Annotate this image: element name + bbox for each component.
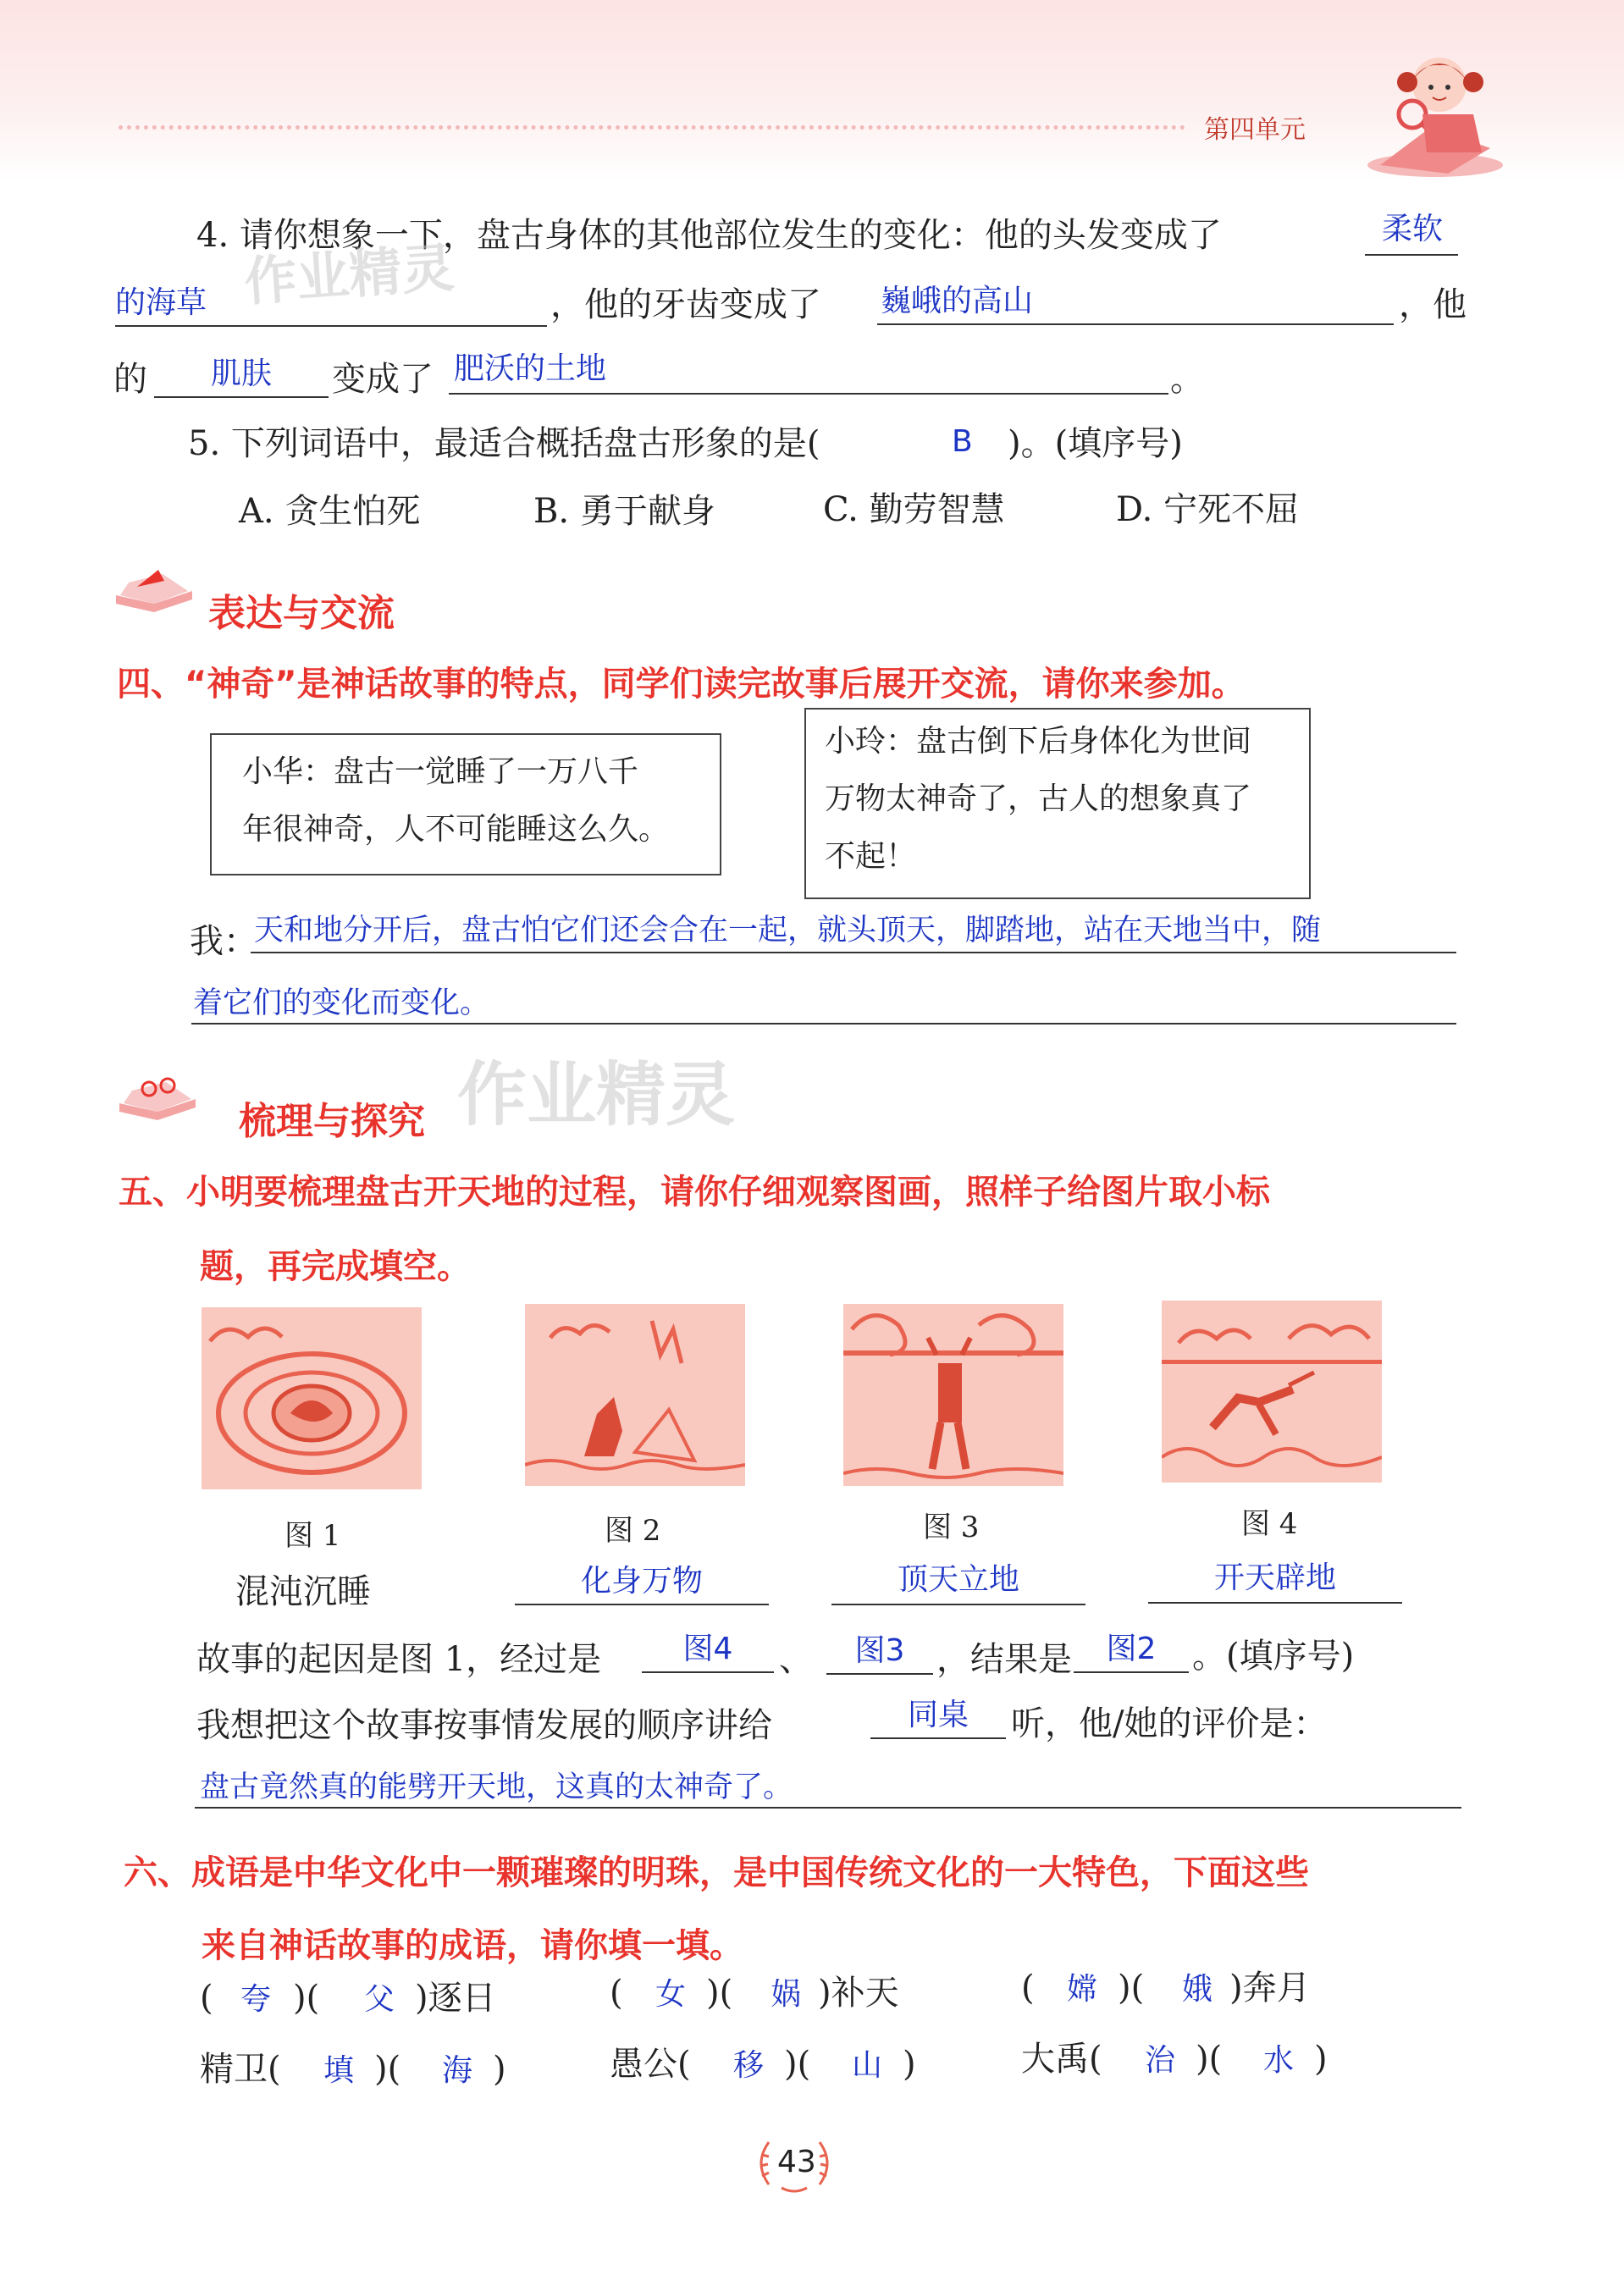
part5-title-2: 题，再完成填空。 — [200, 1247, 471, 1286]
page-number: 43 — [777, 2145, 816, 2179]
story-answer-b: 图3 — [854, 1633, 905, 1668]
picture-2-body-transforms — [525, 1304, 745, 1486]
q4-line2-text: ，他的牙齿变成了 — [550, 285, 821, 324]
glasses-book-icon — [115, 1074, 200, 1124]
xiaohua-line1: 小华：盘古一觉睡了一万八千 — [242, 754, 639, 789]
part4-answer-line2 — [191, 1023, 1456, 1025]
q4-blank-result-line — [449, 393, 1168, 395]
q4-answer-part-result: 肥沃的土地 — [454, 351, 607, 386]
q5-option-a: A. 贪生怕死 — [239, 492, 421, 531]
watermark-1: 作业精灵 — [242, 236, 456, 313]
q4-answer-part: 肌肤 — [210, 356, 272, 391]
story-sep: 、 — [779, 1640, 813, 1679]
part5-title-1: 五、小明要梳理盘古开天地的过程，请你仔细观察图画，照样子给图片取小标 — [119, 1173, 1270, 1212]
idiom-4-answer-b: 海 — [442, 2053, 473, 2088]
q4-answer-teeth: 巍峨的高山 — [881, 284, 1034, 318]
girl-reading-icon — [1355, 47, 1507, 182]
q4-blank-teeth-line — [877, 323, 1394, 325]
idiom-4-answer-a: 填 — [323, 2053, 355, 2088]
q4-line3-de: 的 — [113, 360, 147, 399]
label-4-answer: 开天辟地 — [1213, 1560, 1336, 1595]
part4-me-answer-2: 着它们的变化而变化。 — [193, 986, 490, 1020]
part6-title-2: 来自神话故事的成语，请你填一填。 — [202, 1926, 743, 1965]
tell-answer: 同桌 — [907, 1698, 969, 1732]
tell-comment: 盘古竟然真的能劈开天地，这真的太神奇了。 — [200, 1770, 793, 1804]
idiom-6-answer-b: 水 — [1263, 2043, 1295, 2078]
caption-4: 图 4 — [1241, 1507, 1298, 1541]
header-dotted-line — [119, 125, 1185, 130]
label-4-line — [1148, 1602, 1402, 1604]
q4-answer-hair-b: 的海草 — [115, 285, 207, 320]
label-3-answer: 顶天立地 — [897, 1562, 1019, 1597]
xiaoling-line3: 不起！ — [825, 839, 917, 874]
idiom-3-answer-a: 嫦 — [1067, 1972, 1098, 2007]
story-line-b — [826, 1673, 933, 1675]
q4-blank-hair-line2 — [115, 325, 547, 327]
idiom-2-answer-b: 娲 — [771, 1977, 802, 2012]
workbook-page: 第四单元 4. 请你想象一下，盘古身体的其他部位发生的变化：他的头发变成了 柔软 的海草 ，他的牙齿变成了 巍峨的高山 ，他 的 肌肤 变成了 肥沃的土地 。 5. 下列词语中，最适合概括盘古形象的是( B )。(填序号) A. 贪生怕死 B. 勇于献身 C. 勤劳智慧 D. 宁死不屈 表达与交流 四、“神奇”是神话故事的特点，同学们读完故事后展开交流，请你来参加。 小华：盘古一觉睡了一万八千 年很神奇，人不可能睡这么久。 小玲：盘古倒下后身体化为世间 万物太神奇了，古人的想象真了 不起！ 我： 天和地分开后，盘古怕它们还会合在一起，就头顶天，脚踏地，站在天地当中，随 着它们的变化而变化。 梳理与探究 五、小明要梳理盘古开天地的过程，请你仔细观察图画，照样子给图片取小标 题，再完成填空。 图 1 图 2 图 3 图 4 混沌沉睡 化身万物 顶天立地 开天辟地 故事的起因是图 1，经过是 图4 、 图3 ，结果是 图2 。(填序号) 我想把这个故事按事情发展的顺序讲给 同桌 听，他/她的评价是： 盘古竟然真的能劈开天地，这真的太神奇了。 六、成语是中华文化中一颗璀璨的明珠，是中国传统文化的一大特色，下面这些 来自神话故事的成语，请你填一填。 ( 夸 )( 父 )逐日 ( 女 )( 娲 )补天 ( 嫦 )( 娥 )奔月 精卫( 填 )( 海 ) 愚公( 移 )( 山 ) 大禹( 治 )( 水 ) 43 作业精灵 作业精灵 — [0, 0, 1624, 2281]
part4-me-label: 我： — [190, 922, 257, 961]
label-2-answer: 化身万物 — [580, 1564, 703, 1599]
caption-2: 图 2 — [605, 1514, 661, 1548]
tell-text-a: 我想把这个故事按事情发展的顺序讲给 — [196, 1706, 772, 1745]
story-answer-a: 图4 — [682, 1632, 733, 1666]
idiom-3-answer-b: 娥 — [1182, 1972, 1213, 2007]
picture-3-holds-up-sky — [843, 1304, 1063, 1486]
caption-3: 图 3 — [923, 1511, 980, 1544]
part4-me-answer-1: 天和地分开后，盘古怕它们还会合在一起，就头顶天，脚踏地，站在天地当中，随 — [254, 914, 1322, 947]
q5-question-text: 5. 下列词语中，最适合概括盘古形象的是( — [188, 424, 820, 463]
q4-blank-hair-line — [1365, 254, 1458, 256]
xiaoling-line1: 小玲：盘古倒下后身体化为世间 — [825, 724, 1252, 759]
q4-line3-text: 变成了 — [332, 360, 434, 399]
unit-label: 第四单元 — [1204, 115, 1306, 145]
part4-answer-line1 — [251, 952, 1456, 953]
idiom-5-answer-a: 移 — [733, 2048, 765, 2083]
part4-title: 四、“神奇”是神话故事的特点，同学们读完故事后展开交流，请你来参加。 — [117, 665, 1246, 704]
picture-1-chaos — [202, 1307, 422, 1489]
dialogue-box-xiaoling — [804, 708, 1311, 899]
part6-title-1: 六、成语是中华文化中一颗璀璨的明珠，是中国传统文化的一大特色，下面这些 — [124, 1853, 1309, 1892]
q5-option-d: D. 宁死不屈 — [1116, 490, 1300, 529]
story-text-a: 故事的起因是图 1，经过是 — [196, 1640, 602, 1679]
story-line-c — [1074, 1671, 1189, 1673]
q5-option-c: C. 勤劳智慧 — [823, 490, 1005, 529]
story-line-a — [642, 1671, 774, 1673]
q4-blank-part-line — [154, 396, 329, 398]
q5-answer: B — [952, 424, 973, 459]
xiaoling-line2: 万物太神奇了，古人的想象真了 — [825, 782, 1252, 816]
idiom-2-answer-a: 女 — [655, 1977, 687, 2012]
tell-comment-line — [195, 1807, 1461, 1809]
idiom-6-answer-a: 治 — [1145, 2043, 1176, 2078]
idiom-1-answer-b: 父 — [364, 1982, 395, 2017]
book-icon — [112, 566, 196, 616]
q5-option-b: B. 勇于献身 — [533, 492, 715, 531]
story-answer-c: 图2 — [1106, 1632, 1157, 1666]
xiaohua-line2: 年很神奇，人不可能睡这么久。 — [242, 812, 670, 847]
dialogue-box-xiaohua — [210, 733, 721, 875]
idiom-5-answer-b: 山 — [852, 2048, 883, 2083]
q4-line1-text: 4. 请你想象一下，盘古身体的其他部位发生的变化：他的头发变成了 — [196, 216, 1222, 255]
label-3-line — [831, 1604, 1085, 1605]
tell-line — [870, 1737, 1006, 1739]
q5-question-end: )。(填序号) — [1008, 424, 1183, 463]
q4-answer-hair-a: 柔软 — [1382, 212, 1444, 246]
q4-line2-end: ，他 — [1399, 285, 1467, 324]
tell-text-b: 听，他/她的评价是： — [1011, 1704, 1328, 1743]
section-explore-title: 梳理与探究 — [239, 1100, 425, 1143]
q4-end: 。 — [1170, 360, 1204, 399]
story-text-c: 。(填序号) — [1192, 1637, 1355, 1676]
watermark-2: 作业精灵 — [457, 1055, 736, 1135]
page-header — [0, 0, 1624, 182]
story-text-b: ，结果是 — [936, 1640, 1072, 1679]
picture-4-splits-sky-earth — [1162, 1301, 1382, 1483]
idiom-1-answer-a: 夸 — [240, 1982, 272, 2017]
label-1-example: 混沌沉睡 — [235, 1572, 371, 1611]
section-express-title: 表达与交流 — [208, 592, 395, 635]
label-2-line — [515, 1604, 769, 1605]
caption-1: 图 1 — [284, 1519, 341, 1553]
